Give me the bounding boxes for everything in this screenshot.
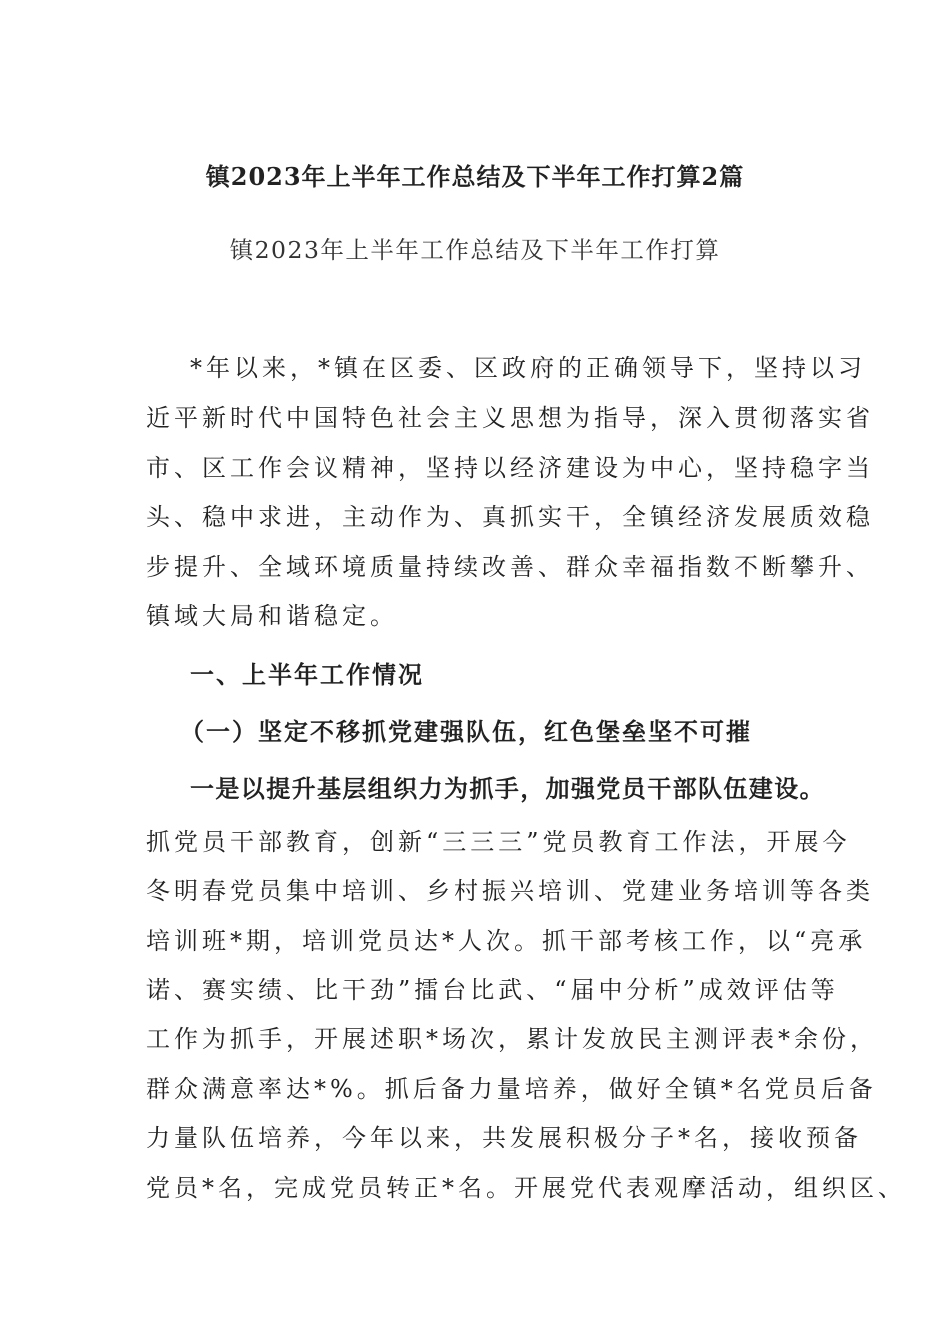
- subsection-heading: （一）坚定不移抓党建强队伍，红色堡垒坚不可摧: [180, 717, 752, 746]
- intro-line: *年以来，*镇在区委、区政府的正确领导下，坚持以习: [190, 354, 866, 382]
- document-main-title: 镇2023年上半年工作总结及下半年工作打算2篇: [205, 162, 745, 191]
- intro-line: 头、稳中求进，主动作为、真抓实干，全镇经济发展质效稳: [146, 503, 874, 531]
- intro-line: 近平新时代中国特色社会主义思想为指导，深入贯彻落实省: [146, 404, 874, 432]
- intro-line: 市、区工作会议精神，坚持以经济建设为中心，坚持稳字当: [146, 454, 874, 482]
- section-heading: 一、上半年工作情况: [190, 660, 424, 689]
- body-line: 抓党员干部教育，创新“三三三”党员教育工作法，开展今: [146, 828, 851, 856]
- intro-line: 镇域大局和谐稳定。: [146, 602, 398, 630]
- document-subtitle: 镇2023年上半年工作总结及下半年工作打算: [229, 236, 721, 264]
- body-line: 力量队伍培养，今年以来，共发展积极分子*名，接收预备: [146, 1124, 862, 1152]
- body-line: 党员*名，完成党员转正*名。开展党代表观摩活动，组织区、: [146, 1174, 906, 1202]
- intro-line: 步提升、全域环境质量持续改善、群众幸福指数不断攀升、: [146, 553, 874, 581]
- body-line: 培训班*期，培训党员达*人次。抓干部考核工作，以“亮承: [146, 927, 867, 955]
- body-line: 群众满意率达*%。抓后备力量培养，做好全镇*名党员后备: [146, 1075, 877, 1103]
- body-line: 冬明春党员集中培训、乡村振兴培训、党建业务培训等各类: [146, 877, 874, 905]
- body-line: 诺、赛实绩、比干劲”擂台比武、“届中分析”成效评估等: [146, 976, 839, 1004]
- point-heading: 一是以提升基层组织力为抓手，加强党员干部队伍建设。: [190, 774, 825, 803]
- body-line: 工作为抓手，开展述职*场次，累计发放民主测评表*余份，: [146, 1025, 878, 1053]
